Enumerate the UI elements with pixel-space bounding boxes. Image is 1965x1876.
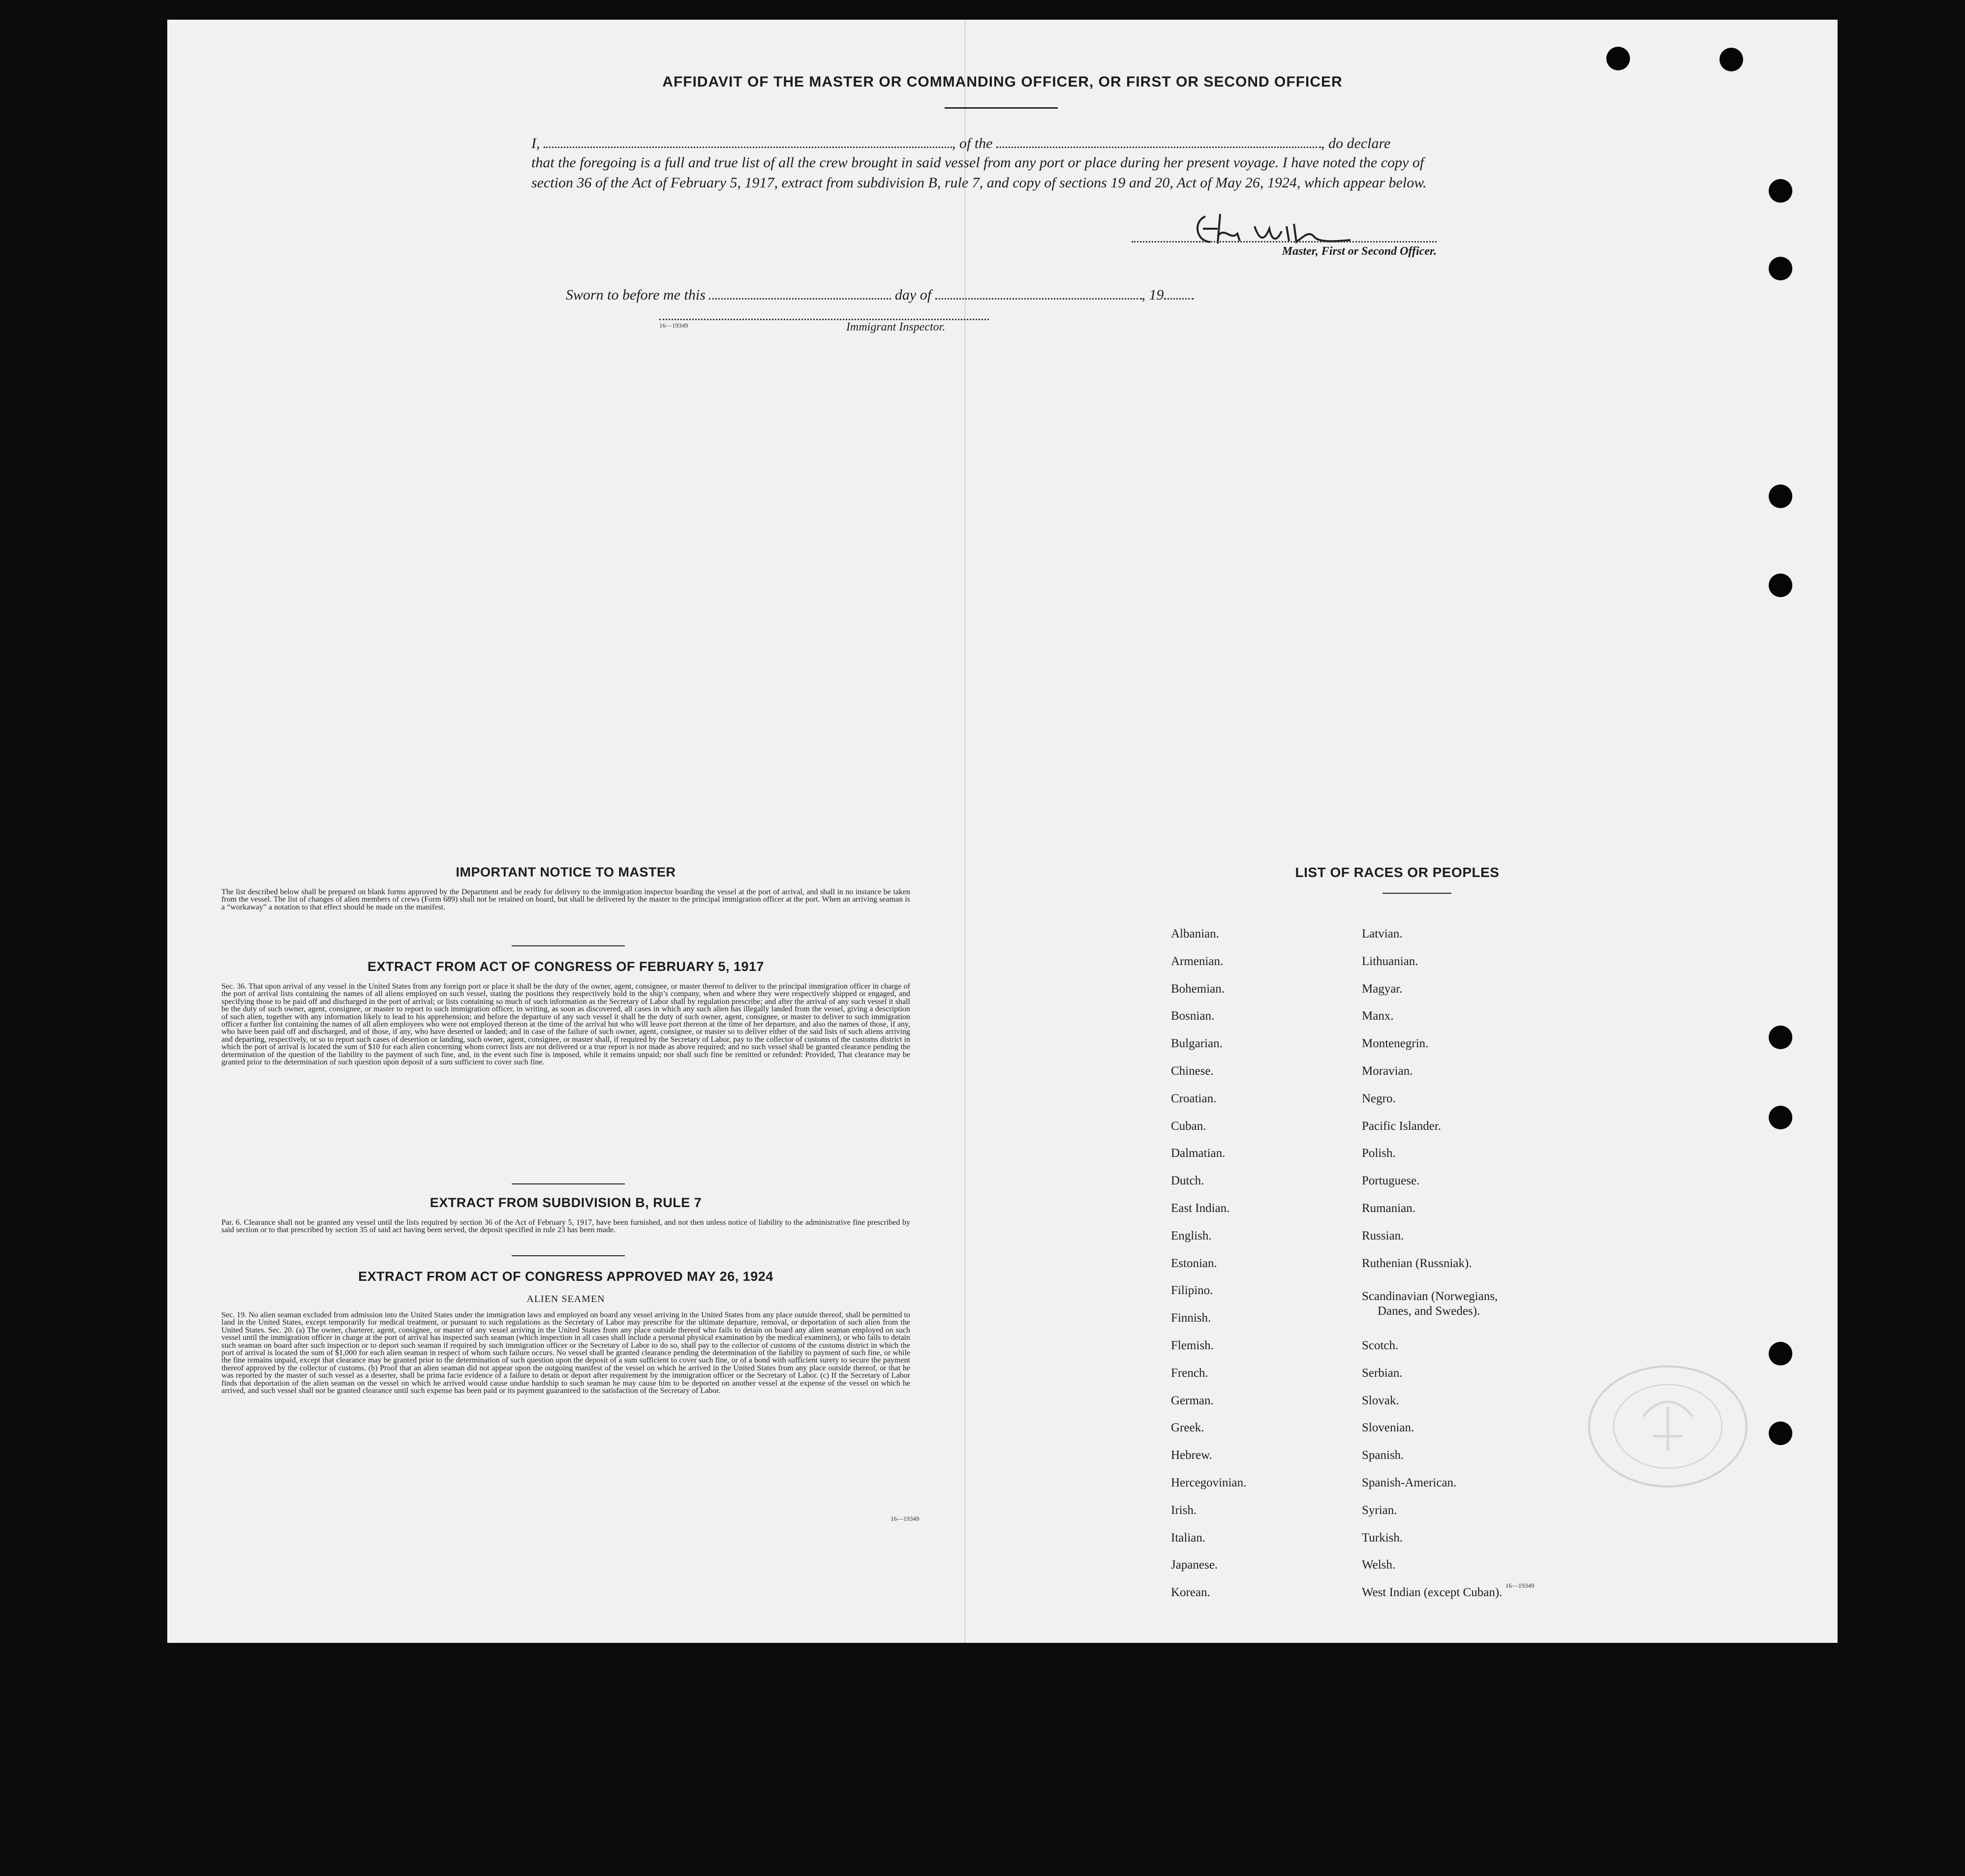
race-item: Serbian. [1362, 1366, 1403, 1380]
race-item: French. [1171, 1366, 1208, 1380]
race-item: Greek. [1171, 1421, 1204, 1435]
race-item: Negro. [1362, 1091, 1396, 1105]
race-item: Montenegrin. [1362, 1037, 1429, 1051]
race-item: Japanese. [1171, 1558, 1218, 1572]
punch-hole [1769, 484, 1792, 508]
race-item: Spanish. [1362, 1449, 1404, 1462]
race-item: Korean. [1171, 1586, 1210, 1600]
race-item: Bohemian. [1171, 982, 1225, 996]
affidavit-body: that the foregoing is a full and true list of all the crew brought in said vessel from any port or place during her present voyage. I have noted the copy of section 36 of the Act of February 5, 1917, extract from subdivision B, rule 7, and copy of sections 19 and 20, Act of May 26, 1924, which appear below. [531, 154, 1427, 191]
race-item: Scandinavian (Norwegians, [1362, 1290, 1498, 1303]
divider [512, 1183, 625, 1184]
race-item: Bulgarian. [1171, 1037, 1223, 1051]
race-item: Italian. [1171, 1531, 1206, 1544]
sworn-year-blank[interactable] [1164, 285, 1194, 300]
race-item: Dalmatian. [1171, 1147, 1226, 1160]
affidavit-title: AFFIDAVIT OF THE MASTER OR COMMANDING OFFICER, OR FIRST OR SECOND OFFICER [662, 74, 1343, 90]
race-item: Filipino. [1171, 1284, 1213, 1298]
race-item: Finnish. [1171, 1311, 1211, 1325]
race-item: Albanian. [1171, 927, 1219, 940]
race-item: Bosnian. [1171, 1009, 1215, 1023]
race-item: Spanish-American. [1362, 1476, 1457, 1489]
document-page [167, 20, 1838, 1643]
alien-seamen-subtitle: ALIEN SEAMEN [526, 1294, 605, 1304]
extract-1917-body: Sec. 36. That upon arrival of any vessel in the United States from any foreign port or place it shall be the duty of the owner, agent, consignee, or master thereof to deliver to the principal immigration officer in charge of the port of arrival lists containing the names of all aliens employed on such vessel, stating the positions they respectively hold in the ship’s company, when and where they were respectively shipped or engaged, and specifying those to be paid off and discharged in the port of arrival; or lists containing so much of such information as the Secretary of Labor shall by regulation prescribe; and after the arrival of any such vessel it shall be the duty of such owner, agent, consignee, or master to report to such immigration officer, in writing, as soon as discovered, all cases in which any such alien has illegally landed from the vessel, giving a description of such alien, together with any information likely to lead to his apprehension; and before the departure of any such vessel it shall be the duty of such owner, agent, consignee, or master to deliver to such immigration officer a further list containing the names of all alien employees who were not employed thereon at the time of the arrival but who will leave port thereon at the time of her departure, and also the names of those, if any, who have been paid off and discharged, and of those, if any, who have deserted or landed; and in case of the failure of such owner, agent, consignee, or master so to deliver either of the said lists of such aliens arriving and departing, respectively, or so to report such cases of desertion or landing, such owner, agent, consignee, or master shall, if required by the Secretary of Labor, pay to the collector of customs of the customs district in which the port of arrival is located the sum of $10 for each alien concerning whom correct lists are not delivered or a true report is not made as above required; and no such vessel shall be granted clearance pending the determination of the question of the liability to the payment of such fine, and, in the event such fine is imposed, while it remains unpaid; nor shall such fine be remitted or refunded: Provided, That clearance may be granted prior to the determination of such question upon deposit of a sum sufficient to cover such fine. [221, 982, 910, 1067]
races-title: LIST OF RACES OR PEOPLES [1295, 865, 1500, 880]
race-item: Magyar. [1362, 982, 1403, 996]
race-item: Estonian. [1171, 1256, 1217, 1270]
divider [1382, 893, 1451, 894]
punch-hole [1769, 1026, 1792, 1049]
declaration-prefix: I, [531, 135, 540, 151]
sworn-line [566, 285, 1194, 303]
race-item: West Indian (except Cuban). [1362, 1586, 1503, 1600]
extract-1924-title: EXTRACT FROM ACT OF CONGRESS APPROVED MAY 26, 1924 [358, 1269, 773, 1284]
divider [945, 107, 1058, 109]
extract-1917-title: EXTRACT FROM ACT OF CONGRESS OF FEBRUARY 5, 1917 [367, 959, 765, 974]
race-item: Moravian. [1362, 1064, 1413, 1078]
punch-hole [1769, 1106, 1792, 1129]
signature-line [1132, 241, 1437, 242]
race-item: Hercegovinian. [1171, 1476, 1247, 1489]
declaration-end: , do declare [1321, 135, 1391, 151]
divider [512, 945, 625, 946]
sworn-prefix: Sworn to before me this [566, 287, 706, 303]
extract-rule7-title: EXTRACT FROM SUBDIVISION B, RULE 7 [430, 1195, 702, 1210]
punch-hole [1719, 48, 1743, 71]
page-fold [964, 20, 966, 1643]
race-item: Lithuanian. [1362, 954, 1418, 968]
punch-hole [1769, 1342, 1792, 1365]
race-item: Welsh. [1362, 1558, 1396, 1572]
race-item: Dutch. [1171, 1174, 1204, 1188]
sworn-mid: day of [894, 287, 932, 303]
race-item: Turkish. [1362, 1531, 1403, 1544]
officer-signature [1191, 207, 1353, 251]
name-blank[interactable] [544, 134, 952, 148]
vessel-blank[interactable] [996, 134, 1321, 148]
notice-title: IMPORTANT NOTICE TO MASTER [456, 865, 676, 879]
punch-hole [1769, 257, 1792, 280]
race-item: English. [1171, 1229, 1212, 1242]
extract-rule7-body: Par. 6. Clearance shall not be granted any vessel until the lists required by section 36 of the Act of February 5, 1917, have been furnished, and not then unless notice of liability to the administrative fine prescribed by said section or to that prescribed by section 35 of said act having been served, the deposit specified in rule 23 has been made. [221, 1218, 910, 1235]
extract-1924-body: Sec. 19. No alien seaman excluded from admission into the United States under the immigration laws and employed on board any vessel arriving in the United States from any place outside thereof, shall be permitted to land in the United States, except temporarily for medical treatment, or pursuant to such regulations as the Secretary of Labor may prescribe for the ultimate departure, removal, or deportation of such alien from the United States. Sec. 20. (a) The owner, charterer, agent, consignee, or master of any vessel arriving in the United States from any place outside thereof who fails to detain on board any alien seaman employed on such vessel until the immigration officer in charge at the port of arrival has inspected such seaman (which inspection in all cases shall include a personal physical examination by the medical examiners), or who fails to detain such seaman on board after such inspection or to deport such seaman if required by such immigration officer or the Secretary of Labor to do so, shall pay to the collector of customs of the customs district in which the port of arrival is located the sum of $1,000 for each alien seaman in respect of whom such failure occurs. No vessel shall be granted clearance pending the determination of the liability to payment of such fine, or while the fine remains unpaid, except that clearance may be granted prior to the determination of such question upon the deposit of a sum sufficient to cover such fine, or of a bond with sufficient surety to secure the payment thereof approved by the collector of customs. (b) Proof that an alien seaman did not appear upon the outgoing manifest of the vessel on which he arrived in the United States from any place outside thereof, or that he was reported by the master of such vessel as a deserter, shall be prima facie evidence of a failure to detain or deport after requirement by the immigration officer or the Secretary of Labor. (c) If the Secretary of Labor finds that deportation of the alien seaman on the vessel on which he arrived would cause undue hardship to such seaman he may cause him to be deported on another vessel at the expense of the vessel on which he arrived, and such vessel shall not be granted clearance until such expense has been paid or its payment guaranteed to the satisfaction of the Secretary of Labor. [221, 1311, 910, 1395]
declaration-mid: , of the [952, 135, 993, 151]
race-item: Russian. [1362, 1229, 1404, 1242]
race-item: Portuguese. [1362, 1174, 1420, 1188]
race-item: Manx. [1362, 1009, 1394, 1023]
race-item: Danes, and Swedes). [1378, 1304, 1480, 1318]
race-item: Rumanian. [1362, 1202, 1416, 1215]
race-item: Latvian. [1362, 927, 1403, 940]
race-item: Slovak. [1362, 1393, 1399, 1407]
divider [512, 1255, 625, 1256]
form-number: 16—19349 [1505, 1582, 1535, 1589]
punch-hole [1769, 574, 1792, 597]
race-item: Cuban. [1171, 1119, 1206, 1133]
punch-hole [1769, 1422, 1792, 1445]
race-item: Armenian. [1171, 954, 1224, 968]
race-item: Scotch. [1362, 1339, 1399, 1352]
race-item: Flemish. [1171, 1339, 1214, 1352]
race-item: Ruthenian (Russniak). [1362, 1256, 1472, 1270]
signature-label: Master, First or Second Officer. [1282, 245, 1437, 258]
inspector-line [659, 319, 989, 320]
race-item: East Indian. [1171, 1202, 1230, 1215]
punch-hole [1606, 47, 1630, 70]
punch-hole [1769, 179, 1792, 203]
race-item: Irish. [1171, 1503, 1197, 1517]
sworn-month-blank[interactable] [935, 285, 1142, 300]
form-number: 16—19349 [659, 322, 688, 329]
inspector-label: Immigrant Inspector. [846, 321, 946, 333]
race-item: Syrian. [1362, 1503, 1397, 1517]
sworn-year: , 19 [1141, 287, 1164, 303]
race-item: Hebrew. [1171, 1449, 1212, 1462]
form-number: 16—19349 [890, 1515, 920, 1522]
race-item: Slovenian. [1362, 1421, 1414, 1435]
race-item: Polish. [1362, 1147, 1396, 1160]
embossed-seal [1584, 1362, 1751, 1490]
sworn-day-blank[interactable] [709, 285, 891, 300]
race-item: Pacific Islander. [1362, 1119, 1442, 1133]
race-item: Chinese. [1171, 1064, 1214, 1078]
notice-body: The list described below shall be prepared on blank forms approved by the Department and be ready for delivery to the immigration inspector boarding the vessel at the port of arrival, and shall in no instance be taken from the vessel. The list of changes of alien members of crews (Form 689) shall not be retained on board, but shall be delivered by the master to the principal immigration officer at the port. When an arriving seaman is a “workaway” a notation to that effect should be made on the manifest. [221, 888, 910, 911]
race-item: Croatian. [1171, 1091, 1217, 1105]
affidavit-declaration-line [531, 134, 1390, 152]
race-item: German. [1171, 1393, 1214, 1407]
